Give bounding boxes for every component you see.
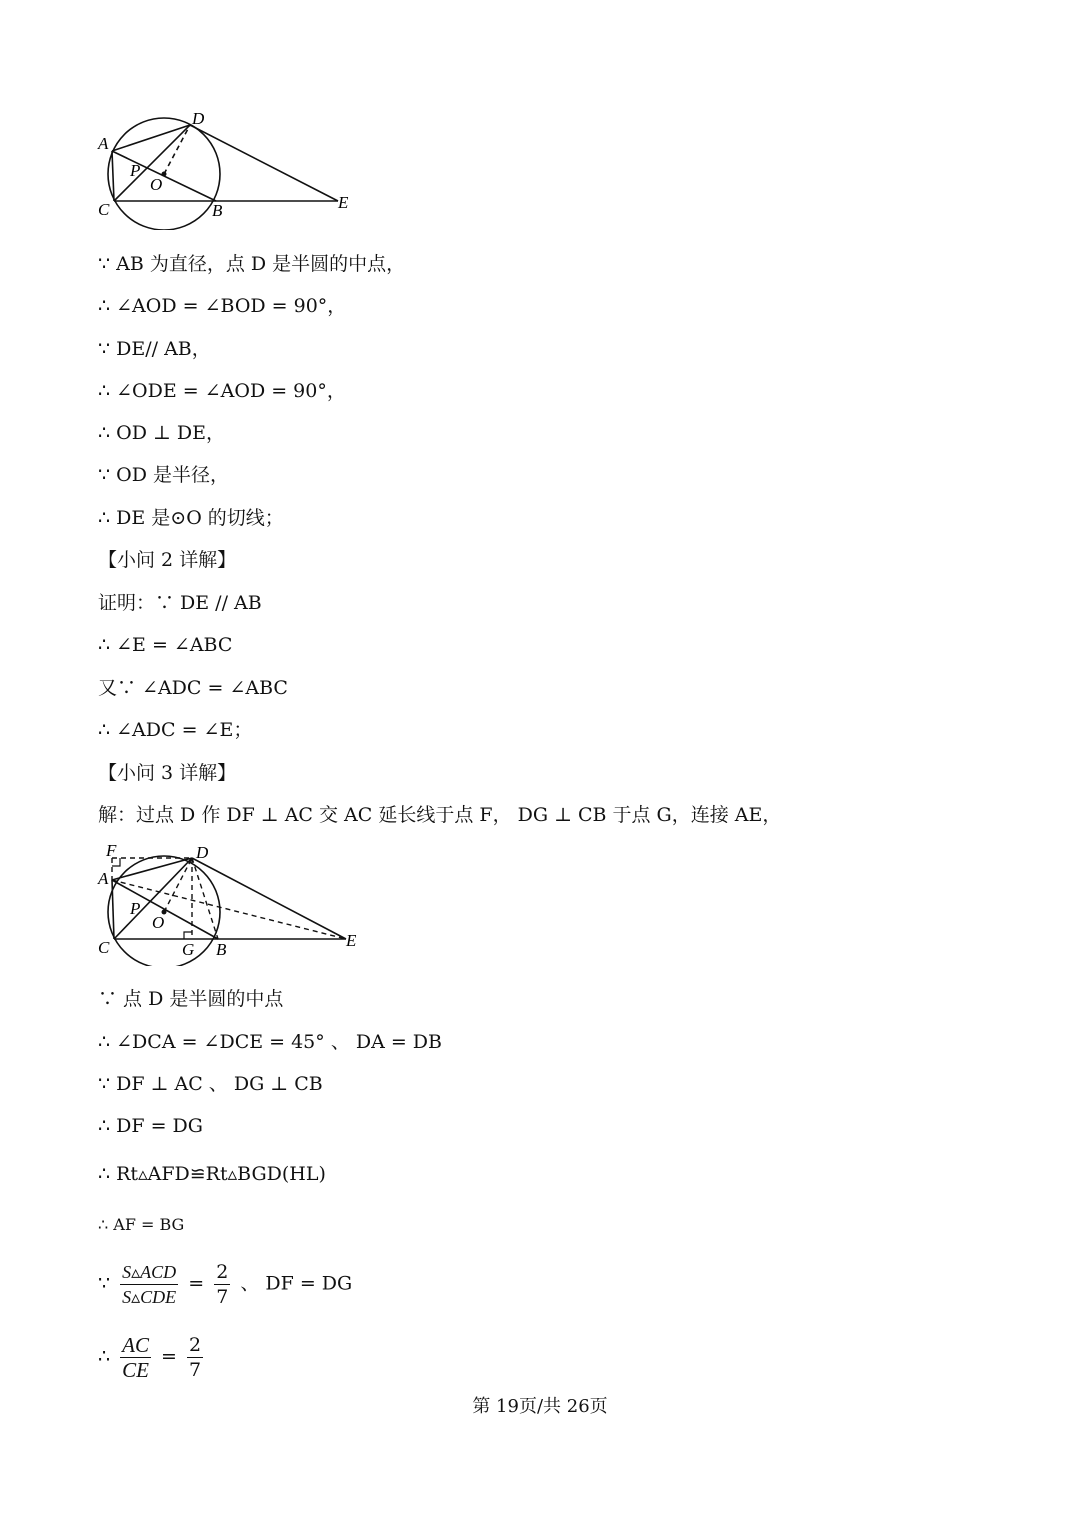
line-20: ∴ AF = BG <box>98 1215 185 1234</box>
frac2-numerator: AC <box>122 1333 149 1357</box>
frac1-right-denominator: 7 <box>216 1286 229 1308</box>
line-7: ∴ DE 是⊙O 的切线； <box>98 507 284 529</box>
line-18: ∴ DF = DG <box>98 1115 203 1137</box>
fig2-label-c: C <box>98 938 110 957</box>
frac1-denominator: S▵CDE <box>122 1287 177 1307</box>
fig1-label-p: P <box>130 161 141 180</box>
line-19: ∴ Rt▵AFD≌Rt▵BGD(HL) <box>98 1163 326 1185</box>
figure-2-diagram <box>90 836 380 966</box>
frac1-equals: = <box>188 1272 205 1295</box>
line-3: ∵ DE// AB， <box>98 338 211 360</box>
frac2-left <box>120 1333 151 1382</box>
frac2-denominator: CE <box>122 1358 149 1382</box>
frac2-right-denominator: 7 <box>189 1359 202 1381</box>
frac1-right-numerator: 2 <box>216 1261 229 1283</box>
line-2: ∴ ∠AOD = ∠BOD = 90°， <box>98 295 347 317</box>
line-16: ∴ ∠DCA = ∠DCE = 45° 、 DA = DB <box>98 1031 443 1053</box>
line-15: ∵ 点 D 是半圆的中点 <box>98 988 284 1010</box>
fig2-label-f: F <box>106 841 117 860</box>
fig2-label-p: P <box>130 899 141 918</box>
frac1-right <box>214 1260 230 1309</box>
fig1-label-b: B <box>212 201 223 220</box>
figure-1-diagram <box>90 100 370 230</box>
line-10: ∴ ∠E = ∠ABC <box>98 634 233 656</box>
frac2-equals: = <box>161 1345 177 1368</box>
line-6: ∵ OD 是半径， <box>98 464 229 486</box>
line-5: ∴ OD ⊥ DE， <box>98 422 225 444</box>
page-footer: 第 19页/共 26页 <box>472 1396 608 1417</box>
line-11: 又∵ ∠ADC = ∠ABC <box>98 677 288 699</box>
fig1-label-o: O <box>150 175 163 194</box>
line-17: ∵ DF ⊥ AC 、 DG ⊥ CB <box>98 1073 323 1095</box>
section-heading-3: 【小问 3 详解】 <box>98 762 237 784</box>
fraction-line-1 <box>98 1260 352 1309</box>
fig2-label-d: D <box>196 843 209 862</box>
fig1-label-a: A <box>98 134 109 153</box>
line-9: 证明：∵ DE // AB <box>98 592 262 614</box>
line-1: ∵ AB 为直径，点 D 是半圆的中点， <box>98 253 406 275</box>
frac1-prefix: ∵ <box>98 1272 111 1295</box>
fig1-label-d: D <box>192 109 205 128</box>
fraction-line-2 <box>98 1333 207 1382</box>
fig1-label-c: C <box>98 200 110 219</box>
line-12: ∴ ∠ADC = ∠E； <box>98 719 253 741</box>
frac1-suffix: 、 DF = DG <box>240 1272 353 1295</box>
fig2-label-o: O <box>152 913 165 932</box>
line-4: ∴ ∠ODE = ∠AOD = 90°， <box>98 380 346 402</box>
frac2-right <box>187 1333 203 1382</box>
frac2-prefix: ∴ <box>98 1345 111 1368</box>
section-heading-2: 【小问 2 详解】 <box>98 549 237 571</box>
line-14: 解：过点 D 作 DF ⊥ AC 交 AC 延长线于点 F， DG ⊥ CB 于点 G，连接 AE， <box>98 804 782 826</box>
fig2-label-b: B <box>216 940 227 959</box>
frac2-right-numerator: 2 <box>189 1334 202 1356</box>
frac1-numerator: S▵ACD <box>120 1260 178 1285</box>
fig1-label-e: E <box>338 193 349 212</box>
fig2-label-g: G <box>182 940 195 959</box>
fig2-label-a: A <box>98 869 109 888</box>
fig2-label-e: E <box>346 931 357 950</box>
frac1-left <box>120 1260 178 1309</box>
